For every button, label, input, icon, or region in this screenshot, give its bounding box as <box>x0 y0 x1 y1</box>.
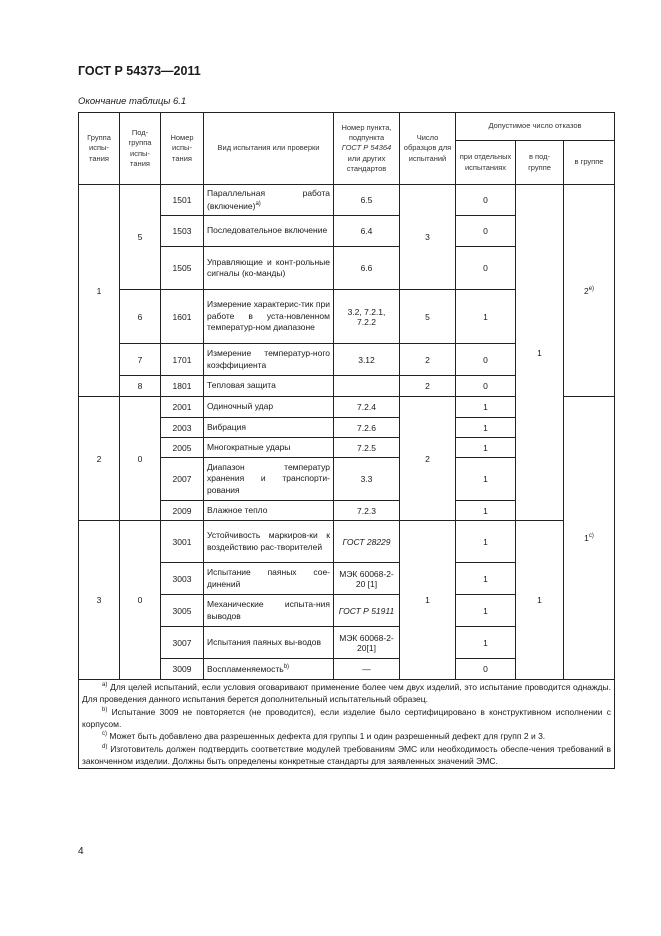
cell-test: Механические испыта-ния выводов <box>204 595 334 627</box>
cell-group: 3 <box>79 521 120 680</box>
cell-fail: 1 <box>456 458 516 501</box>
cell-clause: 6.6 <box>334 247 400 290</box>
cell-number: 2009 <box>161 501 204 521</box>
footnote-text: Испытание 3009 не повторяется (не проводится), если изделие было сертифицировано в конструктивном исполнении с корпусом. <box>82 706 611 729</box>
footnote-d <box>82 743 611 768</box>
header-clause-ref: ГОСТ Р 54364 <box>341 143 392 153</box>
cell-fail: 1 <box>456 501 516 521</box>
cell-fail: 0 <box>456 659 516 680</box>
cell-test: Многократные удары <box>204 438 334 458</box>
header-samples: Число образцов для испытаний <box>400 113 456 185</box>
cell-group: 1 <box>79 185 120 397</box>
cell-number: 1505 <box>161 247 204 290</box>
cell-clause: 6.5 <box>334 185 400 216</box>
cell-clause: 7.2.6 <box>334 418 400 438</box>
cell-subgroup: 0 <box>120 521 161 680</box>
cell-fail: 1 <box>456 397 516 418</box>
cell-test: Последовательное включение <box>204 216 334 247</box>
document-title: ГОСТ Р 54373—2011 <box>78 64 201 78</box>
cell-fail: 1 <box>456 595 516 627</box>
cell-fail: 0 <box>456 247 516 290</box>
cell-clause <box>334 376 400 397</box>
cell-test: Одиночный удар <box>204 397 334 418</box>
notes-cell <box>79 680 615 769</box>
header-group: Группа испы-тания <box>79 113 120 185</box>
header-fail-individual: при отдельных испытаниях <box>456 141 516 185</box>
cell-clause: — <box>334 659 400 680</box>
notes-row <box>79 680 615 769</box>
cell-fail: 1 <box>456 290 516 344</box>
cell-test: Управляющие и конт-рольные сигналы (ко-манды) <box>204 247 334 290</box>
cell-number: 2003 <box>161 418 204 438</box>
cell-fail: 1 <box>456 627 516 659</box>
cell-clause: ГОСТ 28229 <box>334 521 400 563</box>
cell-samples: 2 <box>400 344 456 376</box>
cell-clause: 3.3 <box>334 458 400 501</box>
cell-group: 2 <box>79 397 120 521</box>
table-caption: Окончание таблицы 6.1 <box>78 96 187 107</box>
cell-subgroup: 8 <box>120 376 161 397</box>
cell-clause: 7.2.3 <box>334 501 400 521</box>
cell-fail: 0 <box>456 344 516 376</box>
cell-test <box>204 659 334 680</box>
cell-test: Устойчивость маркиров-ки к воздействию рас-творителей <box>204 521 334 563</box>
cell-subgroup: 0 <box>120 397 161 521</box>
cell-samples: 5 <box>400 290 456 344</box>
header-fail-group: в группе <box>564 141 615 185</box>
fail-group-value: 2 <box>583 285 589 296</box>
cell-number: 1501 <box>161 185 204 216</box>
cell-number: 2001 <box>161 397 204 418</box>
cell-number: 1601 <box>161 290 204 344</box>
cell-number: 3003 <box>161 563 204 595</box>
footnote-a <box>82 681 611 706</box>
cell-fail: 1 <box>456 418 516 438</box>
cell-fail: 0 <box>456 185 516 216</box>
header-fail-subgroup: в под-группе <box>516 141 564 185</box>
cell-fail: 1 <box>456 521 516 563</box>
cell-number: 3005 <box>161 595 204 627</box>
cell-subgroup: 5 <box>120 185 161 290</box>
footnote-mark: b) <box>283 663 290 670</box>
header-failures: Допустимое число отказов <box>456 113 615 141</box>
cell-clause: МЭК 60068-2-20 [1] <box>334 563 400 595</box>
header-number: Номер испы-тания <box>161 113 204 185</box>
footnote-mark: a) <box>102 682 108 689</box>
cell-number: 1801 <box>161 376 204 397</box>
cell-number: 3009 <box>161 659 204 680</box>
cell-test: Вибрация <box>204 418 334 438</box>
cell-test: Измерение характерис-тик при работе в уста-новленном температур-ном диапазоне <box>204 290 334 344</box>
cell-fail: 0 <box>456 216 516 247</box>
footnote-mark: a) <box>255 200 261 207</box>
footnote-b <box>82 706 611 731</box>
cell-number: 2005 <box>161 438 204 458</box>
cell-number: 2007 <box>161 458 204 501</box>
footnote-c <box>82 730 611 742</box>
test-table <box>78 112 615 769</box>
cell-fail: 0 <box>456 376 516 397</box>
footnote-mark: c) <box>588 533 594 540</box>
cell-test <box>204 185 334 216</box>
cell-test: Измерение температур-ного коэффициента <box>204 344 334 376</box>
cell-fail-group <box>564 185 615 397</box>
cell-test: Испытание паяных сое-динений <box>204 563 334 595</box>
cell-fail-subgroup: 1 <box>516 185 564 521</box>
cell-samples: 1 <box>400 521 456 680</box>
cell-number: 1701 <box>161 344 204 376</box>
footnote-mark: e) <box>588 285 595 292</box>
footnote-text: Для целей испытаний, если условия оговаривают применение более чем двух изделий, это испытание проводится однажды. Для проведения данного испытания берется дополнительный испытательный образец. <box>82 682 611 705</box>
table-row <box>79 521 615 563</box>
page-number: 4 <box>78 846 84 857</box>
cell-fail-group <box>564 397 615 680</box>
header-clause-tail: или других стандартов <box>346 153 387 173</box>
cell-samples: 2 <box>400 397 456 521</box>
test-text: Параллельная работа (включение) <box>207 188 330 211</box>
cell-fail: 1 <box>456 563 516 595</box>
cell-clause: 3.12 <box>334 344 400 376</box>
cell-samples: 2 <box>400 376 456 397</box>
footnote-mark: b) <box>102 706 108 713</box>
cell-test: Диапазон температур хранения и транспорти-рования <box>204 458 334 501</box>
cell-number: 3007 <box>161 627 204 659</box>
cell-number: 1503 <box>161 216 204 247</box>
footnote-text: Изготовитель должен подтвердить соответствие модулей требованиям ЭМС или необходимость обеспе-чения требований в законченном изделии. Должны быть определены конкретные стандарты для заявленных значений ЭМС. <box>82 743 611 766</box>
cell-clause: 7.2.5 <box>334 438 400 458</box>
cell-clause: 3.2, 7.2.1, 7.2.2 <box>334 290 400 344</box>
header-clause <box>334 113 400 185</box>
cell-fail: 1 <box>456 438 516 458</box>
cell-clause: ГОСТ Р 51911 <box>334 595 400 627</box>
cell-test: Влажное тепло <box>204 501 334 521</box>
fail-group-value: 1 <box>584 533 589 543</box>
header-test: Вид испытания или проверки <box>204 113 334 185</box>
cell-samples: 3 <box>400 185 456 290</box>
cell-clause: МЭК 60068-2-20[1] <box>334 627 400 659</box>
header-subgroup: Под-группа испы-тания <box>120 113 161 185</box>
footnote-mark: d) <box>102 743 108 750</box>
footnote-text: Может быть добавлено два разрешенных дефекта для группы 1 и один разрешенный дефект для групп 2 и 3. <box>109 731 546 742</box>
cell-test: Тепловая защита <box>204 376 334 397</box>
cell-subgroup: 6 <box>120 290 161 344</box>
header-clause-label: Номер пункта, подпункта <box>341 123 392 143</box>
test-text: Воспламеняемость <box>207 663 284 674</box>
table-row <box>79 185 615 216</box>
footnote-mark: c) <box>102 731 107 738</box>
cell-clause: 7.2.4 <box>334 397 400 418</box>
cell-test: Испытания паяных вы-водов <box>204 627 334 659</box>
cell-subgroup: 7 <box>120 344 161 376</box>
cell-fail-subgroup: 1 <box>516 521 564 680</box>
cell-number: 3001 <box>161 521 204 563</box>
cell-clause: 6.4 <box>334 216 400 247</box>
